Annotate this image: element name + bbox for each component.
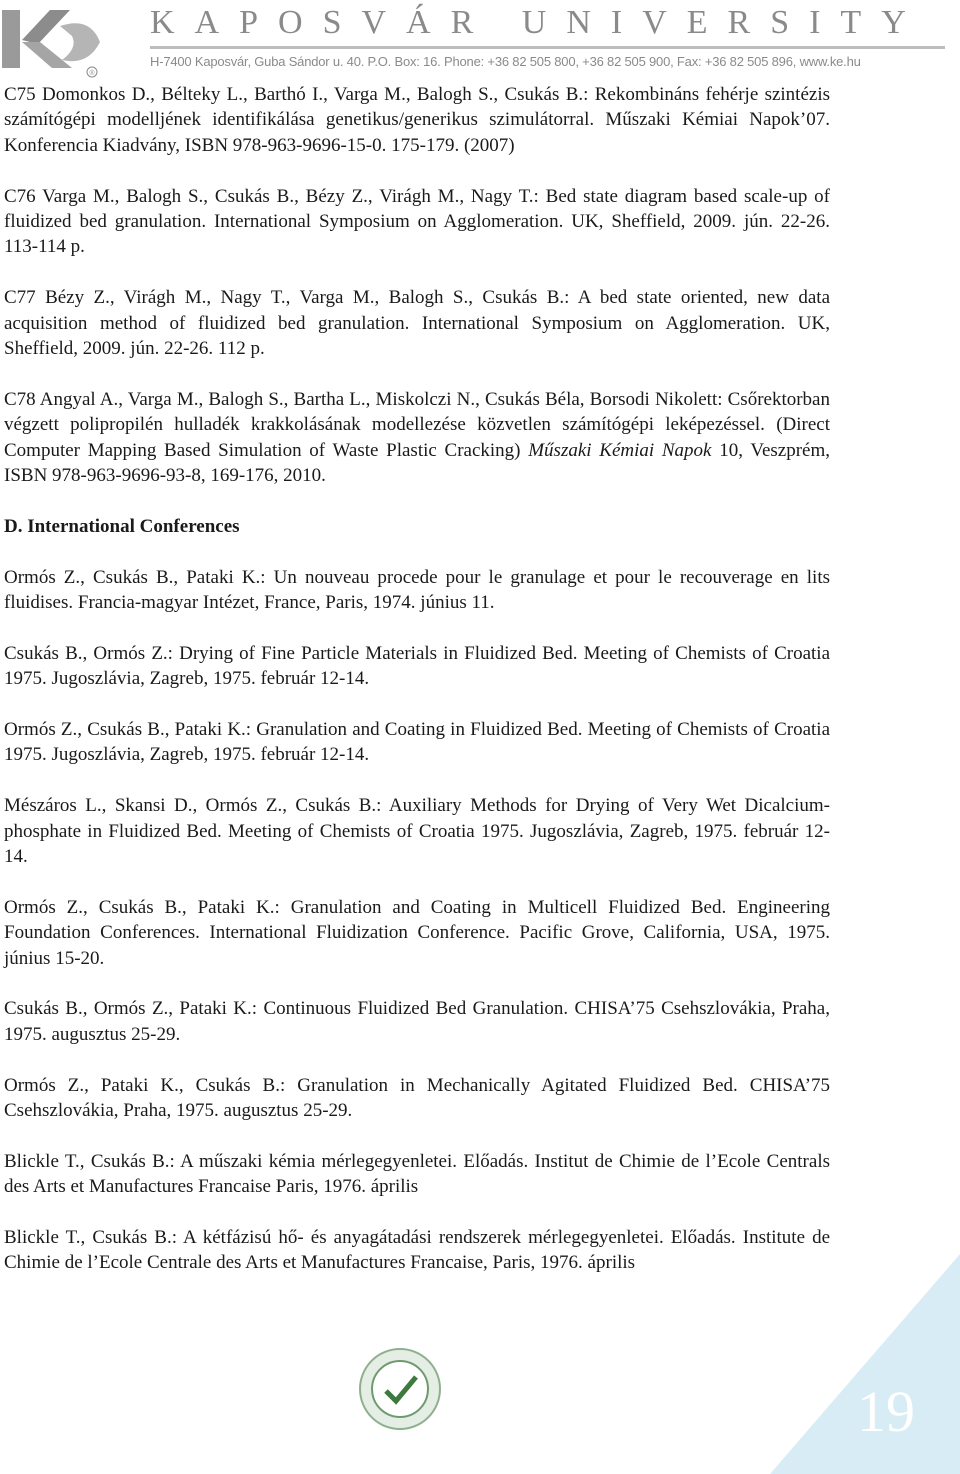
entry-text: C78 Angyal A., Varga M., Balogh S., Bartha L., Miskolczi N., Csukás Béla, Borsodi Nikolett: Csőrektorban végzett polipropilén hulladék krakkolásának modellezése közvetlen számítógépi leképezéssel. (Direct Computer Mapping Based Simulation of Waste Plastic Cracking) bbox=[4, 388, 830, 461]
page-header bbox=[0, 0, 960, 80]
university-name: KAPOSVÁR UNIVERSITY bbox=[150, 4, 926, 41]
iso-certification-seal-icon bbox=[356, 1345, 444, 1433]
entry-text-tail: 10, Veszprém, ISBN 978-963-9696-93-8, 169-176, 2010. bbox=[4, 439, 831, 487]
header-divider bbox=[150, 46, 945, 49]
conference-entry: Csukás B., Ormós Z.: Drying of Fine Particle Materials in Fluidized Bed. Meeting of Chemists of Croatia 1975. Jugoszlávia, Zagreb, 1975. február 12-14. bbox=[4, 642, 830, 690]
registered-mark: ® bbox=[89, 70, 95, 77]
conference-entry: Ormós Z., Csukás B., Pataki K.: Granulation and Coating in Multicell Fluidized Bed. Engineering Foundation Conferences. International Fluidization Conference. Pacific Grove, California, USA, 1975. június 15-20. bbox=[4, 896, 830, 969]
page-number: 19 bbox=[857, 1379, 915, 1444]
publication-list bbox=[4, 82, 830, 1301]
journal-title: Műszaki Kémiai Napok bbox=[528, 439, 712, 461]
conference-entry: Blickle T., Csukás B.: A műszaki kémia mérlegegyenletei. Előadás. Institut de Chimie de l’Ecole Centrals des Arts et Manufactures Francaise Paris, 1976. április bbox=[4, 1150, 830, 1198]
publication-entry-c75: C75 Domonkos D., Bélteky L., Barthó I., Varga M., Balogh S., Csukás B.: Rekombináns fehérje szintézis számítógépi modelljének identifikálása genetikus/generikus szimulátorral. Műszaki Kémiai Napok’07. Konferencia Kiadvány, ISBN 978-963-9696-15-0. 175-179. (2007) bbox=[4, 84, 830, 156]
publication-entry-c76: C76 Varga M., Balogh S., Csukás B., Bézy Z., Virágh M., Nagy T.: Bed state diagram based scale-up of fluidized bed granulation. International Symposium on Agglomeration. UK, Sheffield, 2009. jún. 22-26. 113-114 p. bbox=[4, 185, 830, 258]
conference-entry: Ormós Z., Csukás B., Pataki K.: Granulation and Coating in Fluidized Bed. Meeting of Chemists of Croatia 1975. Jugoszlávia, Zagreb, 1975. február 12-14. bbox=[4, 719, 830, 766]
conference-entry: Csukás B., Ormós Z., Pataki K.: Continuous Fluidized Bed Granulation. CHISA’75 Csehszlovákia, Praha, 1975. augusztus 25-29. bbox=[4, 998, 830, 1045]
publication-entry-c78 bbox=[4, 387, 830, 489]
section-heading: D. International Conferences bbox=[4, 515, 240, 537]
university-contact: H-7400 Kaposvár, Guba Sándor u. 40. P.O. Box: 16. Phone: +36 82 505 800, +36 82 505 900, Fax: +36 82 505 896, www.ke.hu bbox=[150, 54, 861, 69]
conference-entry: Mészáros L., Skansi D., Ormós Z., Csukás B.: Auxiliary Methods for Drying of Very Wet Dicalcium-phosphate in Fluidized Bed. Meeting of Chemists of Croatia 1975. Jugoszlávia, Zagreb, 1975. február 12-14. bbox=[4, 795, 830, 868]
conference-entry: Blickle T., Csukás B.: A kétfázisú hő- és anyagátadási rendszerek mérlegegyenletei. Előadás. Institute de Chimie de l’Ecole Centrale des Arts et Manufactures Francaise, Paris, 1976. április bbox=[4, 1227, 830, 1274]
publication-entry-c77: C77 Bézy Z., Virágh M., Nagy T., Varga M., Balogh S., Csukás B.: A bed state oriented, new data acquisition method of fluidized bed granulation. International Symposium on Agglomeration. UK, Sheffield, 2009. jún. 22-26. 112 p. bbox=[4, 287, 830, 360]
conference-entry: Ormós Z., Csukás B., Pataki K.: Un nouveau procede pour le granulage et pour le recouverage en lits fluidises. Francia-magyar Intézet, France, Paris, 1974. június 11. bbox=[4, 566, 830, 614]
conference-entry: Ormós Z., Pataki K., Csukás B.: Granulation in Mechanically Agitated Fluidized Bed. CHISA’75 Csehszlovákia, Praha, 1975. augusztus 25-29. bbox=[4, 1074, 830, 1122]
kaposvar-university-logo bbox=[0, 6, 110, 78]
